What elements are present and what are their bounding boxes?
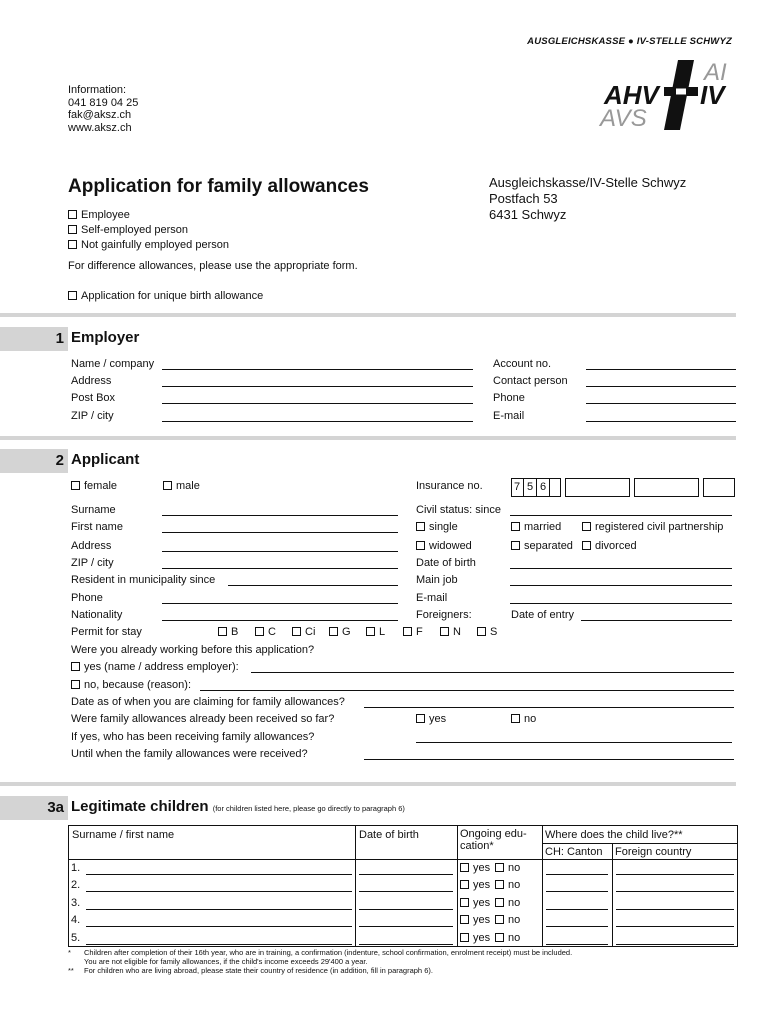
checkbox[interactable] [460, 880, 469, 889]
label-email: E-mail [493, 410, 525, 422]
label-address: Address [71, 375, 112, 387]
checkbox[interactable] [68, 225, 77, 234]
checkbox[interactable] [329, 627, 338, 636]
field-date-of-entry[interactable] [581, 620, 732, 621]
option-label: male [176, 480, 200, 492]
option-label: B [231, 626, 239, 638]
svg-text:AVS: AVS [600, 105, 647, 130]
row-number: 1. [71, 862, 81, 874]
footnote-1 [68, 948, 572, 957]
option-label: single [429, 521, 458, 533]
footnotes [68, 948, 572, 975]
field-child-country[interactable] [616, 944, 734, 945]
section-note: (for children listed here, please go directly to paragraph 6) [212, 804, 405, 813]
question-claim-date: Date as of when you are claiming for family allowances? [71, 696, 345, 708]
agency-header: AUSGLEICHSKASSE ● IV-STELLE SCHWYZ [527, 36, 732, 47]
svg-text:AI: AI [704, 60, 727, 86]
field-address[interactable] [162, 386, 473, 387]
field-child-canton[interactable] [546, 944, 608, 945]
col-header-name: Surname / first name [72, 829, 175, 841]
option-label: no [508, 879, 521, 892]
field-child-name[interactable] [86, 926, 352, 927]
field-reason[interactable] [200, 690, 734, 691]
option-education-no[interactable] [495, 879, 520, 891]
option-label: yes (name / address employer): [84, 661, 239, 673]
address-line: Ausgleichskasse/IV-Stelle Schwyz [489, 175, 687, 190]
option-education-yes[interactable] [460, 879, 490, 891]
field-main-job[interactable] [510, 585, 732, 586]
checkbox[interactable] [460, 915, 469, 924]
option-label: yes [473, 931, 491, 944]
checkbox[interactable] [495, 880, 504, 889]
section-title-children [71, 798, 405, 815]
field-claim-date[interactable] [364, 707, 734, 708]
table-header-divider [68, 859, 738, 860]
label-dob: Date of birth [416, 557, 476, 569]
address-line: 6431 Schwyz [489, 207, 567, 222]
field-civil-since[interactable] [510, 515, 732, 516]
field-phone[interactable] [162, 603, 398, 604]
question-until: Until when the family allowances were received? [71, 748, 308, 760]
option-female[interactable] [71, 480, 117, 492]
field-child-country[interactable] [616, 874, 734, 875]
field-child-canton[interactable] [546, 891, 608, 892]
field-child-country[interactable] [616, 926, 734, 927]
option-label: registered civil partnership [595, 521, 724, 533]
col-header-canton: CH: Canton [545, 846, 603, 858]
field-child-dob[interactable] [359, 909, 453, 910]
option-label: Application for unique birth allowance [81, 290, 264, 302]
checkbox[interactable] [71, 662, 80, 671]
option-label: no [508, 896, 521, 909]
checkbox[interactable] [511, 522, 520, 531]
option-label: no [508, 931, 521, 944]
insurance-digit: 6 [537, 478, 550, 497]
option-received-yes[interactable] [416, 713, 446, 725]
option-label: G [342, 626, 351, 638]
option-label: no [524, 713, 537, 725]
field-zip-city[interactable] [162, 421, 473, 422]
field-until[interactable] [364, 759, 734, 760]
label-name-company: Name / company [71, 358, 155, 370]
option-label: yes [473, 862, 491, 874]
label-insurance: Insurance no. [416, 480, 483, 492]
question-received: Were family allowances already been received so far? [71, 713, 335, 725]
col-header-line: Ongoing edu- [460, 828, 527, 840]
option-label: married [524, 521, 562, 533]
checkbox[interactable] [218, 627, 227, 636]
table-divider [355, 825, 356, 947]
section-divider [0, 782, 736, 786]
option-working-yes[interactable] [71, 661, 239, 673]
option-male[interactable] [163, 480, 200, 492]
permit-l[interactable] [366, 626, 385, 638]
label-nationality: Nationality [71, 609, 123, 621]
question-working: Were you already working before this application? [71, 644, 315, 656]
row-number: 3. [71, 896, 81, 909]
option-birth-allowance[interactable] [68, 290, 263, 302]
section-title-text: Legitimate children [71, 798, 209, 815]
field-child-canton[interactable] [546, 909, 608, 910]
insurance-field[interactable] [634, 478, 699, 497]
option-education-no[interactable] [495, 862, 520, 874]
field-address[interactable] [162, 551, 398, 552]
option-label: Self-employed person [81, 224, 189, 236]
label-first-name: First name [71, 521, 123, 533]
field-zip-city[interactable] [162, 568, 398, 569]
field-child-canton[interactable] [546, 926, 608, 927]
field-first-name[interactable] [162, 532, 398, 533]
option-single[interactable] [416, 521, 458, 533]
info-label: Information: [68, 84, 127, 96]
svg-text:IV: IV [700, 80, 725, 110]
col-header-education [460, 828, 527, 852]
option-received-no[interactable] [511, 713, 536, 725]
checkbox[interactable] [460, 898, 469, 907]
option-education-no[interactable] [495, 914, 520, 926]
field-who[interactable] [416, 742, 732, 743]
option-education-yes[interactable] [460, 914, 490, 926]
checkbox[interactable] [68, 291, 77, 300]
option-label: Not gainfully employed person [81, 239, 229, 251]
field-child-dob[interactable] [359, 874, 453, 875]
footnote-text: For children who are living abroad, please state their country of residence (in addition, fill in paragraph 6). [84, 966, 433, 975]
permit-ci[interactable] [292, 626, 315, 638]
option-label: yes [473, 879, 491, 892]
option-working-no[interactable] [71, 679, 191, 691]
option-education-no[interactable] [495, 897, 520, 909]
checkbox[interactable] [511, 541, 520, 550]
table-divider [542, 843, 738, 844]
checkbox[interactable] [582, 522, 591, 531]
option-education-no[interactable] [495, 932, 520, 944]
option-education-yes[interactable] [460, 897, 490, 909]
insurance-digit: 5 [524, 478, 537, 497]
field-resident[interactable] [228, 585, 398, 586]
option-label: L [379, 626, 386, 638]
address-line: Postfach 53 [489, 191, 558, 206]
permit-f[interactable] [403, 626, 423, 638]
checkbox[interactable] [163, 481, 172, 490]
section-title-applicant: Applicant [71, 451, 140, 468]
insurance-field[interactable] [703, 478, 735, 497]
label-email: E-mail [416, 592, 448, 604]
option-employee[interactable] [68, 209, 130, 221]
field-child-dob[interactable] [359, 926, 453, 927]
row-number: 2. [71, 879, 81, 892]
row-number: 4. [71, 914, 81, 927]
checkbox[interactable] [255, 627, 264, 636]
field-email[interactable] [586, 421, 736, 422]
permit-c[interactable] [255, 626, 276, 638]
option-label: N [453, 626, 461, 638]
option-label: F [416, 626, 423, 638]
insurance-digit: 7 [511, 478, 524, 497]
col-header-line: cation* [460, 840, 494, 852]
checkbox[interactable] [582, 541, 591, 550]
field-name-company[interactable] [162, 369, 473, 370]
permit-g[interactable] [329, 626, 351, 638]
contact-info [68, 84, 138, 134]
checkbox[interactable] [71, 481, 80, 490]
label-contact: Contact person [493, 375, 568, 387]
section-divider [0, 313, 736, 317]
question-who: If yes, who has been receiving family allowances? [71, 731, 315, 743]
label-address: Address [71, 540, 112, 552]
permit-s[interactable] [477, 626, 497, 638]
label-phone: Phone [493, 392, 525, 404]
option-label: no, because (reason): [84, 679, 192, 691]
footnote-text: Children after completion of their 16th year, who are in training, a confirmation (indenture, school confirmation, enrolment receipt) must be included. [84, 948, 573, 957]
col-header-dob: Date of birth [359, 829, 419, 841]
footnote-mark: * [68, 948, 71, 957]
label-civil-status: Civil status: since [416, 504, 501, 516]
svg-text:AHV: AHV [604, 80, 659, 110]
field-employer[interactable] [251, 672, 734, 673]
checkbox[interactable] [460, 933, 469, 942]
recipient-address [489, 175, 686, 223]
checkbox[interactable] [292, 627, 301, 636]
label-main-job: Main job [416, 574, 458, 586]
option-label: yes [429, 713, 447, 725]
label-date-of-entry: Date of entry [511, 609, 574, 621]
field-child-dob[interactable] [359, 891, 453, 892]
option-label: Ci [305, 626, 316, 638]
option-label: yes [473, 896, 491, 909]
info-phone: 041 819 04 25 [68, 96, 139, 109]
footnote-2 [68, 966, 572, 975]
field-child-country[interactable] [616, 909, 734, 910]
option-label: no [508, 862, 521, 874]
option-education-yes[interactable] [460, 862, 490, 874]
field-child-name[interactable] [86, 891, 352, 892]
section-divider [0, 436, 736, 440]
option-label: Employee [81, 209, 130, 221]
col-header-foreign: Foreign country [615, 846, 692, 858]
option-label: S [490, 626, 498, 638]
label-foreigners: Foreigners: [416, 609, 472, 621]
insurance-field[interactable] [565, 478, 630, 497]
checkbox[interactable] [416, 522, 425, 531]
footnote-1b: You are not eligible for family allowances, if the child's income exceeds 29'400 a year. [84, 957, 368, 966]
option-education-yes[interactable] [460, 932, 490, 944]
row-number: 5. [71, 931, 81, 944]
checkbox[interactable] [68, 240, 77, 249]
label-surname: Surname [71, 504, 116, 516]
section-number: 3a [0, 796, 68, 820]
checkbox[interactable] [440, 627, 449, 636]
page-title: Application for family allowances [68, 176, 369, 197]
field-child-name[interactable] [86, 874, 352, 875]
field-email[interactable] [510, 603, 732, 604]
difference-note: For difference allowances, please use the appropriate form. [68, 260, 358, 272]
option-divorced[interactable] [582, 540, 637, 552]
option-separated[interactable] [511, 540, 573, 552]
label-account: Account no. [493, 358, 552, 370]
checkbox[interactable] [495, 898, 504, 907]
option-label: no [508, 914, 521, 927]
checkbox[interactable] [416, 541, 425, 550]
label-resident: Resident in municipality since [71, 574, 216, 586]
permit-b[interactable] [218, 626, 238, 638]
field-child-country[interactable] [616, 891, 734, 892]
checkbox[interactable] [71, 680, 80, 689]
option-label: yes [473, 914, 491, 927]
label-post-box: Post Box [71, 392, 116, 404]
checkbox[interactable] [511, 714, 520, 723]
option-partnership[interactable] [582, 521, 723, 533]
option-label: C [268, 626, 276, 638]
option-married[interactable] [511, 521, 561, 533]
field-surname[interactable] [162, 515, 398, 516]
checkbox[interactable] [68, 210, 77, 219]
checkbox[interactable] [366, 627, 375, 636]
option-widowed[interactable] [416, 540, 472, 552]
section-number: 2 [0, 449, 68, 473]
label-phone: Phone [71, 592, 103, 604]
info-email: fak@aksz.ch [68, 109, 132, 121]
option-self-employed[interactable] [68, 224, 188, 236]
checkbox[interactable] [477, 627, 486, 636]
section-number: 1 [0, 327, 68, 351]
field-child-name[interactable] [86, 944, 352, 945]
checkbox[interactable] [495, 863, 504, 872]
label-zip-city: ZIP / city [71, 557, 114, 569]
col-header-where: Where does the child live?** [545, 829, 683, 841]
option-label: separated [524, 540, 573, 552]
option-label: female [84, 480, 118, 492]
field-child-dob[interactable] [359, 944, 453, 945]
checkbox[interactable] [460, 863, 469, 872]
label-zip-city: ZIP / city [71, 410, 114, 422]
checkbox[interactable] [495, 933, 504, 942]
footnote-mark: ** [68, 966, 74, 975]
section-title-employer: Employer [71, 329, 140, 346]
checkbox[interactable] [416, 714, 425, 723]
option-label: divorced [595, 540, 637, 552]
option-label: widowed [429, 540, 472, 552]
field-contact[interactable] [586, 386, 736, 387]
ahv-iv-logo [598, 60, 738, 130]
option-not-employed[interactable] [68, 239, 229, 251]
field-child-canton[interactable] [546, 874, 608, 875]
checkbox[interactable] [403, 627, 412, 636]
label-permit: Permit for stay [71, 626, 142, 638]
field-child-name[interactable] [86, 909, 352, 910]
field-dob[interactable] [510, 568, 732, 569]
table-divider [457, 825, 458, 947]
field-post-box[interactable] [162, 403, 473, 404]
field-nationality[interactable] [162, 620, 398, 621]
checkbox[interactable] [495, 915, 504, 924]
info-web: www.aksz.ch [68, 121, 132, 134]
permit-n[interactable] [440, 626, 461, 638]
field-phone[interactable] [586, 403, 736, 404]
field-account[interactable] [586, 369, 736, 370]
